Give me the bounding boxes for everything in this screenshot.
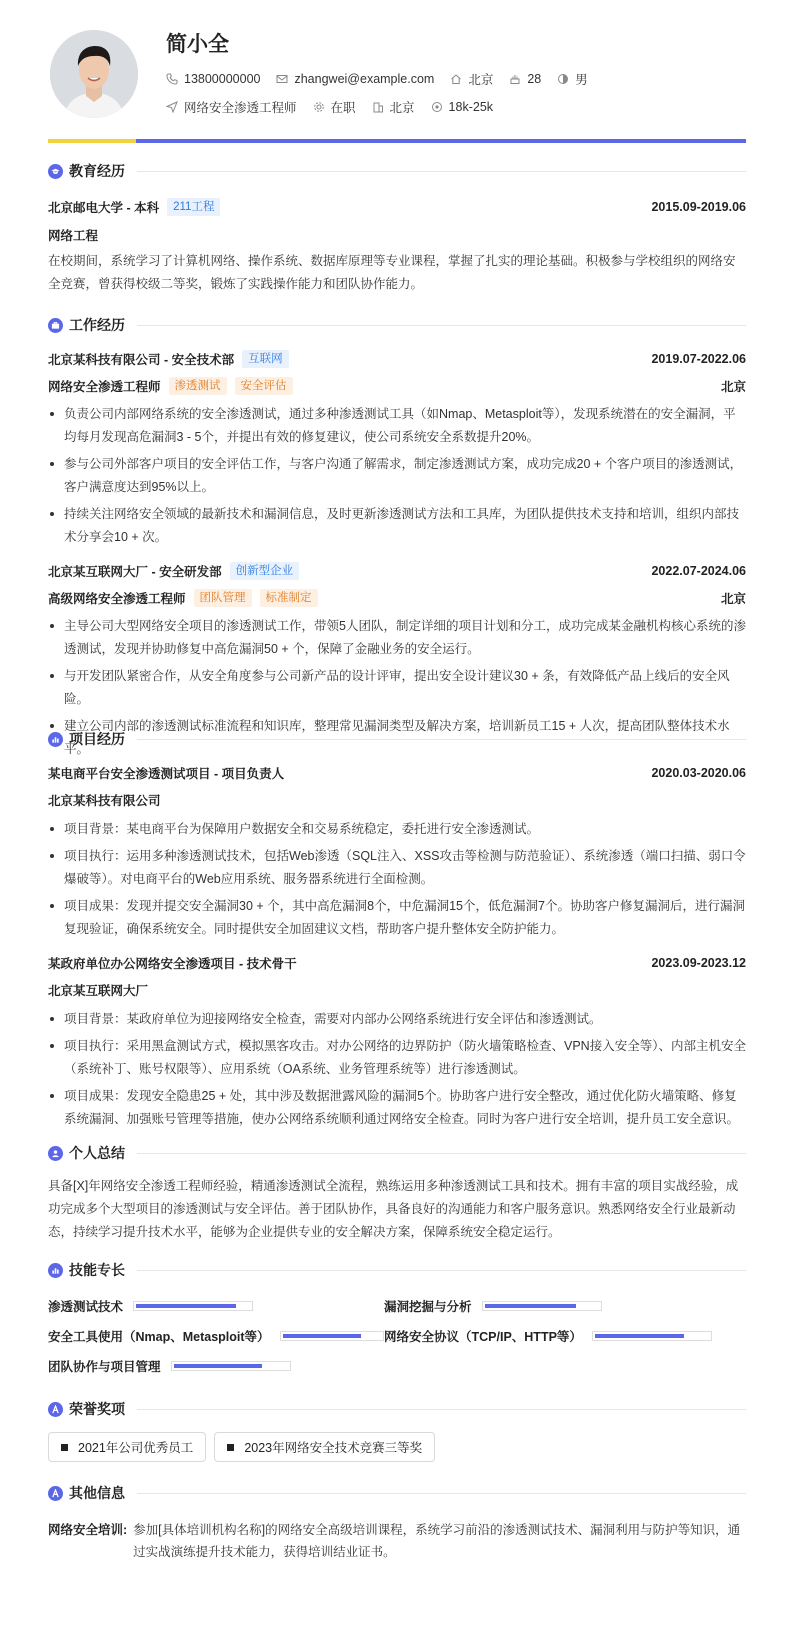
graduation-cap-icon bbox=[48, 164, 63, 179]
project-name-row bbox=[48, 762, 746, 784]
skill-bar-fill bbox=[136, 1304, 236, 1308]
list-item: 主导公司大型网络安全项目的渗透测试工作，带领5人团队，制定详细的项目计划和分工，成功完成某金融机构核心系统的渗透测试，发现并协助修复中高危漏洞50 + 个，保障了金融业务的安全运行。 bbox=[48, 615, 746, 661]
user-icon bbox=[48, 1146, 63, 1161]
list-item: 项目执行：采用黑盒测试方式，模拟黑客攻击。对办公网络的边界防护（防火墙策略检查、VPN接入安全等）、内部主机安全（系统补丁、账号权限等）、应用系统（OA系统、业务管理系统等）进行渗透测试。 bbox=[48, 1035, 746, 1081]
other-section bbox=[48, 1483, 746, 1563]
skill-item: 渗透测试技术 bbox=[48, 1291, 384, 1321]
list-item: 与开发团队紧密合作，从安全角度参与公司新产品的设计评审，提出安全设计建议30 + 条，有效降低产品上线后的安全风险。 bbox=[48, 665, 746, 711]
header-divider-accent bbox=[48, 139, 136, 143]
location-value: 北京 bbox=[468, 73, 494, 87]
job-company-row bbox=[48, 560, 746, 582]
job-tag: 渗透测试 bbox=[169, 377, 227, 395]
gender-item bbox=[557, 70, 588, 88]
bar-chart-icon bbox=[48, 1263, 63, 1278]
summary-section-title: 个人总结 bbox=[48, 1143, 746, 1163]
other-section-title: 其他信息 bbox=[48, 1483, 746, 1503]
project-section-title: 项目经历 bbox=[48, 729, 746, 749]
chart-icon bbox=[48, 732, 63, 747]
gear-icon bbox=[313, 101, 325, 113]
phone-icon bbox=[166, 73, 178, 85]
mail-icon bbox=[276, 73, 288, 85]
building-icon bbox=[372, 101, 384, 113]
resume-header bbox=[48, 0, 746, 145]
job-location: 北京 bbox=[720, 380, 746, 394]
skill-item: 团队协作与项目管理 bbox=[48, 1351, 384, 1381]
work-section bbox=[48, 315, 746, 765]
home-icon bbox=[450, 73, 462, 85]
coin-icon bbox=[431, 101, 443, 113]
salary-item bbox=[431, 100, 493, 114]
skill-bar bbox=[280, 1331, 384, 1341]
avatar bbox=[50, 30, 138, 118]
job-company-tag: 互联网 bbox=[242, 350, 289, 368]
square-bullet-icon bbox=[61, 1444, 68, 1451]
major-row bbox=[48, 224, 746, 246]
project-section bbox=[48, 729, 746, 1135]
skill-item: 漏洞挖掘与分析 bbox=[384, 1291, 720, 1321]
honors-list bbox=[48, 1432, 746, 1462]
gender-icon bbox=[557, 73, 569, 85]
cake-icon bbox=[509, 73, 521, 85]
skill-bar bbox=[592, 1331, 712, 1341]
honor-item: 2023年网络安全技术竞赛三等奖 bbox=[214, 1432, 435, 1462]
job-position-row bbox=[48, 587, 746, 609]
project-org: 北京某互联网大厂 bbox=[48, 984, 149, 998]
city-value: 北京 bbox=[389, 101, 415, 115]
skill-bar-fill bbox=[174, 1364, 263, 1368]
skill-bar bbox=[171, 1361, 291, 1371]
skill-bar-fill bbox=[485, 1304, 576, 1308]
job-company: 北京某互联网大厂 - 安全研发部 bbox=[48, 565, 222, 579]
skills-section bbox=[48, 1260, 746, 1381]
education-section bbox=[48, 161, 746, 296]
age-value: 28 bbox=[527, 72, 542, 86]
job-bullets bbox=[48, 403, 746, 549]
header-divider-bar bbox=[48, 139, 746, 143]
education-section-title: 教育经历 bbox=[48, 161, 746, 181]
education-description: 在校期间，系统学习了计算机网络、操作系统、数据库原理等专业课程，掌握了扎实的理论基础。积极参与学校组织的网络安全竞赛，曾获得校级二等奖，锻炼了实践操作能力和团队协作能力。 bbox=[48, 254, 736, 291]
contact-row bbox=[166, 70, 604, 88]
school-name: 北京邮电大学 - 本科 bbox=[48, 201, 160, 215]
project-bullets bbox=[48, 818, 746, 941]
skill-bar-fill bbox=[283, 1334, 362, 1338]
skill-bar bbox=[133, 1301, 253, 1311]
project-entry bbox=[48, 952, 746, 1131]
job-position-row bbox=[48, 375, 746, 397]
honor-item: 2021年公司优秀员工 bbox=[48, 1432, 206, 1462]
list-item: 项目成果：发现并提交安全漏洞30 + 个，其中高危漏洞8个，中危漏洞15个，低危漏洞7个。协助客户修复漏洞后，进行漏洞复现验证，确保系统安全。同时提供安全加固建议文档，帮助客户提升整体安全防护能力。 bbox=[48, 895, 746, 941]
project-name: 某政府单位办公网络安全渗透项目 - 技术骨干 bbox=[48, 957, 297, 971]
honors-section bbox=[48, 1399, 746, 1462]
job-tag: 标准制定 bbox=[260, 589, 318, 607]
job-entry bbox=[48, 348, 746, 549]
phone-item bbox=[166, 72, 260, 86]
honors-section-title: 荣誉奖项 bbox=[48, 1399, 746, 1419]
status-item bbox=[313, 98, 356, 116]
salary-value: 18k-25k bbox=[448, 100, 494, 114]
list-item: 参与公司外部客户项目的安全评估工作，与客户沟通了解需求，制定渗透测试方案，成功完成20 + 个客户项目的渗透测试，客户满意度达到95%以上。 bbox=[48, 453, 746, 499]
job-target-item bbox=[166, 98, 297, 116]
skill-bar bbox=[482, 1301, 602, 1311]
other-training-row bbox=[48, 1519, 746, 1563]
list-item: 项目背景：某政府单位为迎接网络安全检查，需要对内部办公网络系统进行安全评估和渗透测试。 bbox=[48, 1008, 746, 1031]
info-icon bbox=[48, 1486, 63, 1501]
project-name-row bbox=[48, 952, 746, 974]
job-company-tag: 创新型企业 bbox=[230, 562, 300, 580]
work-section-title: 工作经历 bbox=[48, 315, 746, 335]
email-value: zhangwei@example.com bbox=[294, 72, 435, 86]
education-date: 2015.09-2019.06 bbox=[651, 200, 746, 214]
skills-section-title: 技能专长 bbox=[48, 1260, 746, 1280]
project-name: 某电商平台安全渗透测试项目 - 项目负责人 bbox=[48, 767, 285, 781]
job-date: 2022.07-2024.06 bbox=[651, 564, 746, 578]
job-company-row bbox=[48, 348, 746, 370]
summary-section bbox=[48, 1143, 746, 1244]
briefcase-icon bbox=[48, 318, 63, 333]
location-item bbox=[450, 70, 493, 88]
status-value: 在职 bbox=[330, 101, 356, 115]
phone-value: 13800000000 bbox=[184, 72, 261, 86]
job-target-value: 网络安全渗透工程师 bbox=[184, 101, 297, 115]
list-item: 项目执行：运用多种渗透测试技术，包括Web渗透（SQL注入、XSS攻击等检测与防范验证）、系统渗透（端口扫描、弱口令爆破等）。对电商平台的Web应用系统、服务器系统进行全面检测。 bbox=[48, 845, 746, 891]
project-org: 北京某科技有限公司 bbox=[48, 794, 161, 808]
email-item bbox=[276, 72, 434, 86]
award-icon bbox=[48, 1402, 63, 1417]
project-org-row bbox=[48, 979, 746, 1001]
skill-bar-fill bbox=[595, 1334, 684, 1338]
other-label: 网络安全培训: bbox=[48, 1523, 128, 1537]
summary-text: 具备[X]年网络安全渗透工程师经验，精通渗透测试全流程，熟练运用多种渗透测试工具和技术。拥有丰富的项目实战经验，成功完成多个大型项目的渗透测试与安全评估。善于团队协作，具备良好的沟通能力和客户服务意识。熟悉网络安全行业最新动态，持续学习提升技术水平，能够为企业提供专业的安全解决方案，保障系统安全稳定运行。 bbox=[48, 1179, 739, 1239]
other-text: 参加[具体培训机构名称]的网络安全高级培训课程，系统学习前沿的渗透测试技术、漏洞利用与防护等知识，通过实战演练提升技术能力，获得培训结业证书。 bbox=[133, 1523, 741, 1559]
square-bullet-icon bbox=[227, 1444, 234, 1451]
school-tag: 211工程 bbox=[167, 198, 220, 216]
job-tag: 安全评估 bbox=[235, 377, 293, 395]
project-date: 2023.09-2023.12 bbox=[651, 956, 746, 970]
skill-item: 安全工具使用（Nmap、Metasploit等） bbox=[48, 1321, 384, 1351]
list-item: 项目成果：发现安全隐患25 + 处，其中涉及数据泄露风险的漏洞5个。协助客户进行安全整改，通过优化防火墙策略、修复系统漏洞、加强账号管理等措施，使办公网络系统顺利通过网络安全检查。同时为客户进行安全培训，提升员工安全意识。 bbox=[48, 1085, 746, 1131]
major-name: 网络工程 bbox=[48, 229, 99, 243]
job-company: 北京某科技有限公司 - 安全技术部 bbox=[48, 353, 235, 367]
avatar-portrait-icon bbox=[50, 30, 138, 118]
skill-item: 网络安全协议（TCP/IP、HTTP等） bbox=[384, 1321, 720, 1351]
list-item: 建立公司内部的渗透测试标准流程和知识库，整理常见漏洞类型及解决方案，培训新员工15 + 人次，提高团队整体技术水平。 bbox=[48, 715, 746, 761]
list-item: 持续关注网络安全领域的最新技术和漏洞信息，及时更新渗透测试方法和工具库，为团队提供技术支持和培训，组织内部技术分享会10 + 次。 bbox=[48, 503, 746, 549]
city-item bbox=[372, 98, 415, 116]
send-icon bbox=[166, 101, 178, 113]
job-position: 网络安全渗透工程师 bbox=[48, 380, 161, 394]
gender-value: 男 bbox=[575, 73, 588, 87]
project-date: 2020.03-2020.06 bbox=[651, 766, 746, 780]
project-bullets bbox=[48, 1008, 746, 1131]
project-entry bbox=[48, 762, 746, 941]
list-item: 负责公司内部网络系统的安全渗透测试，通过多种渗透测试工具（如Nmap、Metasploit等），发现系统潜在的安全漏洞，平均每月发现高危漏洞3 - 5个，并提出有效的修复建议，使公司系统安全系数提升20%。 bbox=[48, 403, 746, 449]
project-org-row bbox=[48, 789, 746, 811]
job-intent-row bbox=[166, 98, 509, 116]
job-location: 北京 bbox=[720, 592, 746, 606]
education-header-row bbox=[48, 196, 746, 218]
job-date: 2019.07-2022.06 bbox=[651, 352, 746, 366]
list-item: 项目背景：某电商平台为保障用户数据安全和交易系统稳定，委托进行安全渗透测试。 bbox=[48, 818, 746, 841]
job-position: 高级网络安全渗透工程师 bbox=[48, 592, 186, 606]
candidate-name: 简小全 bbox=[166, 33, 229, 56]
job-tag: 团队管理 bbox=[194, 589, 252, 607]
age-item bbox=[509, 72, 541, 86]
skills-grid bbox=[48, 1291, 746, 1381]
